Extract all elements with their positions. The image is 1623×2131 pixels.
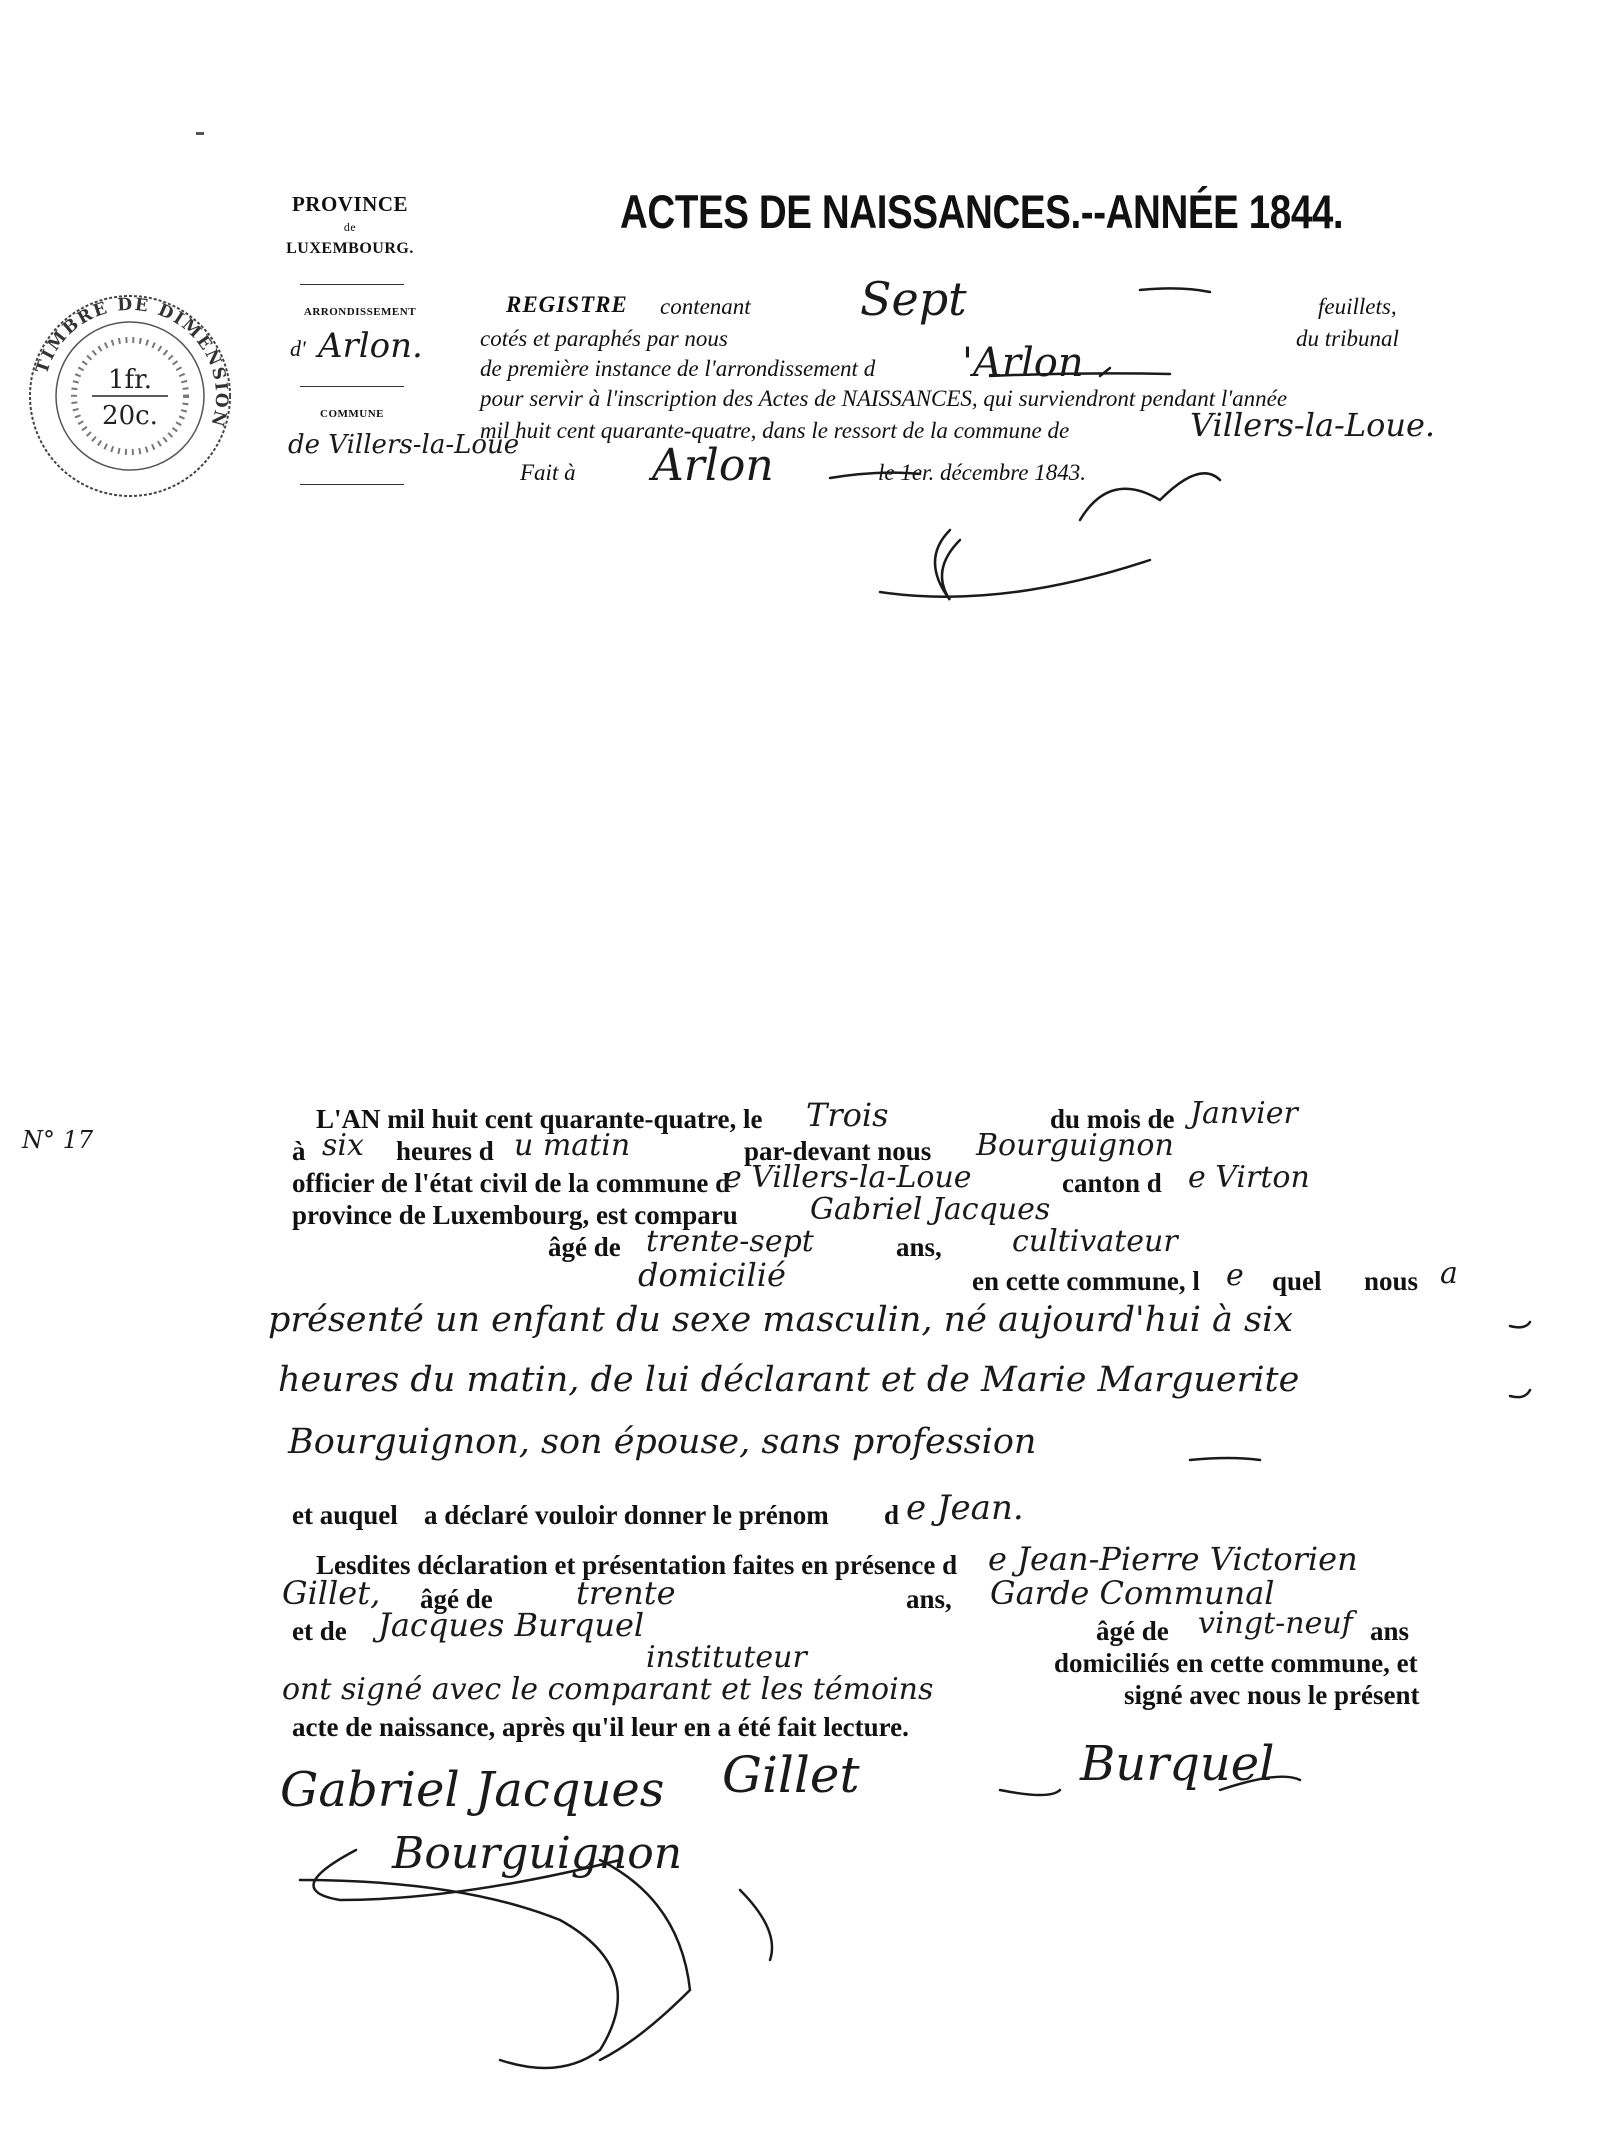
handwritten-line: Bourguignon, son épouse, sans profession <box>288 1422 1037 1462</box>
signature-gillet: Gillet <box>722 1746 860 1804</box>
signature-bourguignon: Bourguignon <box>392 1828 683 1879</box>
arrondissement-label: ARRONDISSEMENT <box>303 306 417 318</box>
handwritten-field: Bourguignon <box>976 1128 1174 1163</box>
registry-text: Fait à <box>520 460 576 485</box>
record-text: heures d <box>396 1136 494 1166</box>
handwritten-field: Gabriel Jacques <box>810 1192 1051 1227</box>
record-text: province de Luxembourg, est comparu <box>292 1200 738 1230</box>
record-text: officier de l'état civil de la commune d <box>292 1168 731 1198</box>
record-text: canton d <box>1062 1168 1162 1198</box>
handwritten-field: domicilié <box>638 1256 786 1294</box>
record-text: âgé de <box>548 1232 621 1262</box>
registry-date: le 1er. décembre 1843. <box>878 460 1086 485</box>
page-title: ACTES DE NAISSANCES.--ANNÉE 1844. <box>620 185 1344 238</box>
record-text: a déclaré vouloir donner le prénom <box>424 1500 829 1530</box>
record-text: âgé de <box>420 1584 493 1614</box>
handwritten-field: instituteur <box>646 1640 807 1675</box>
handwritten-field: Janvier <box>1190 1096 1298 1131</box>
registry-text: feuillets, <box>1318 294 1397 319</box>
handwritten-field: ont signé avec le comparant et les témoins <box>282 1672 934 1707</box>
handwritten-field: six <box>322 1128 364 1163</box>
record-text: acte de naissance, après qu'il leur en a été fait lecture. <box>292 1712 909 1742</box>
record-text: âgé de <box>1096 1616 1169 1646</box>
signature-gabriel-jacques: Gabriel Jacques <box>280 1762 665 1818</box>
handwritten-field: trente <box>576 1574 676 1612</box>
arrondissement-value: Arlon. <box>318 326 423 366</box>
record-text: en cette commune, l <box>972 1266 1200 1296</box>
signature-burquel: Burquel <box>1080 1736 1275 1792</box>
commune-label: COMMUNE <box>320 408 384 420</box>
record-text: Lesdites déclaration et présentation faites en présence d <box>316 1550 958 1580</box>
registry-text: de première instance de l'arrondissement d <box>480 356 876 381</box>
record-text: ans <box>1370 1616 1410 1646</box>
record-text: L'AN mil huit cent quarante-quatre, le <box>316 1104 763 1134</box>
record-text: nous <box>1364 1266 1419 1296</box>
record-text: quel <box>1272 1266 1322 1296</box>
handwritten-field: Trois <box>806 1096 889 1134</box>
record-text: ans, <box>896 1232 942 1262</box>
handwritten-field: u matin <box>514 1128 631 1163</box>
province-label: PROVINCE <box>291 192 408 216</box>
record-text: par-devant nous <box>744 1136 932 1166</box>
handwritten-field: a <box>1440 1256 1458 1291</box>
record-text: et auquel <box>292 1500 398 1530</box>
handwritten-field: cultivateur <box>1012 1224 1178 1259</box>
handwritten-field: 'Arlon <box>962 340 1084 386</box>
margin-record-number: N° 17 <box>22 1126 94 1154</box>
registry-text: cotés et paraphés par nous <box>480 326 728 351</box>
handwritten-field: e <box>1226 1258 1244 1293</box>
stamp-price-bottom: 20c. <box>102 401 158 431</box>
handwritten-field: e Virton <box>1188 1160 1310 1195</box>
handwritten-field: vingt-neuf <box>1198 1606 1353 1641</box>
record-text: domiciliés en cette commune, et <box>1054 1648 1418 1678</box>
handwritten-field: e Jean-Pierre Victorien <box>988 1540 1358 1578</box>
registry-text: mil huit cent quarante-quatre, dans le ressort de la commune de <box>480 418 1070 443</box>
handwritten-field: trente-sept <box>646 1224 814 1259</box>
handwritten-field: Arlon <box>652 440 774 491</box>
handwritten-field: Villers-la-Loue. <box>1190 406 1436 444</box>
registry-text: du tribunal <box>1296 326 1399 351</box>
registry-text: pour servir à l'inscription des Actes de NAISSANCES, qui surviendront pendant l'année <box>480 386 1288 411</box>
record-text: d <box>884 1500 900 1530</box>
handwritten-field: Garde Communal <box>990 1574 1275 1612</box>
record-text: et de <box>292 1616 347 1646</box>
arrondissement-prefix: d' <box>290 336 306 361</box>
record-text: ans, <box>906 1584 952 1614</box>
handwritten-field: e Villers-la-Loue <box>724 1160 972 1195</box>
handwritten-field: Jacques Burquel <box>378 1606 645 1644</box>
handwritten-line: heures du matin, de lui déclarant et de Marie Marguerite <box>278 1360 1300 1400</box>
handwritten-field: e Jean. <box>906 1488 1024 1528</box>
stamp-ring-text: TIMBRE DE DIMENSION <box>32 294 232 431</box>
stamp-price-top: 1fr. <box>107 365 153 395</box>
registry-label: REGISTRE <box>506 292 628 317</box>
handwritten-field: Gillet, <box>282 1574 381 1612</box>
commune-value: de Villers-la-Loue <box>288 430 520 460</box>
record-text: du mois de <box>1050 1104 1175 1134</box>
record-text: signé avec nous le présent <box>1124 1680 1420 1710</box>
registry-text: contenant <box>660 294 751 319</box>
province-name: LUXEMBOURG. <box>286 240 414 257</box>
handwritten-field: Sept <box>860 272 967 326</box>
record-text: à <box>292 1136 306 1166</box>
handwritten-line: présenté un enfant du sexe masculin, né aujourd'hui à six <box>268 1300 1293 1340</box>
province-de: de <box>343 220 357 234</box>
